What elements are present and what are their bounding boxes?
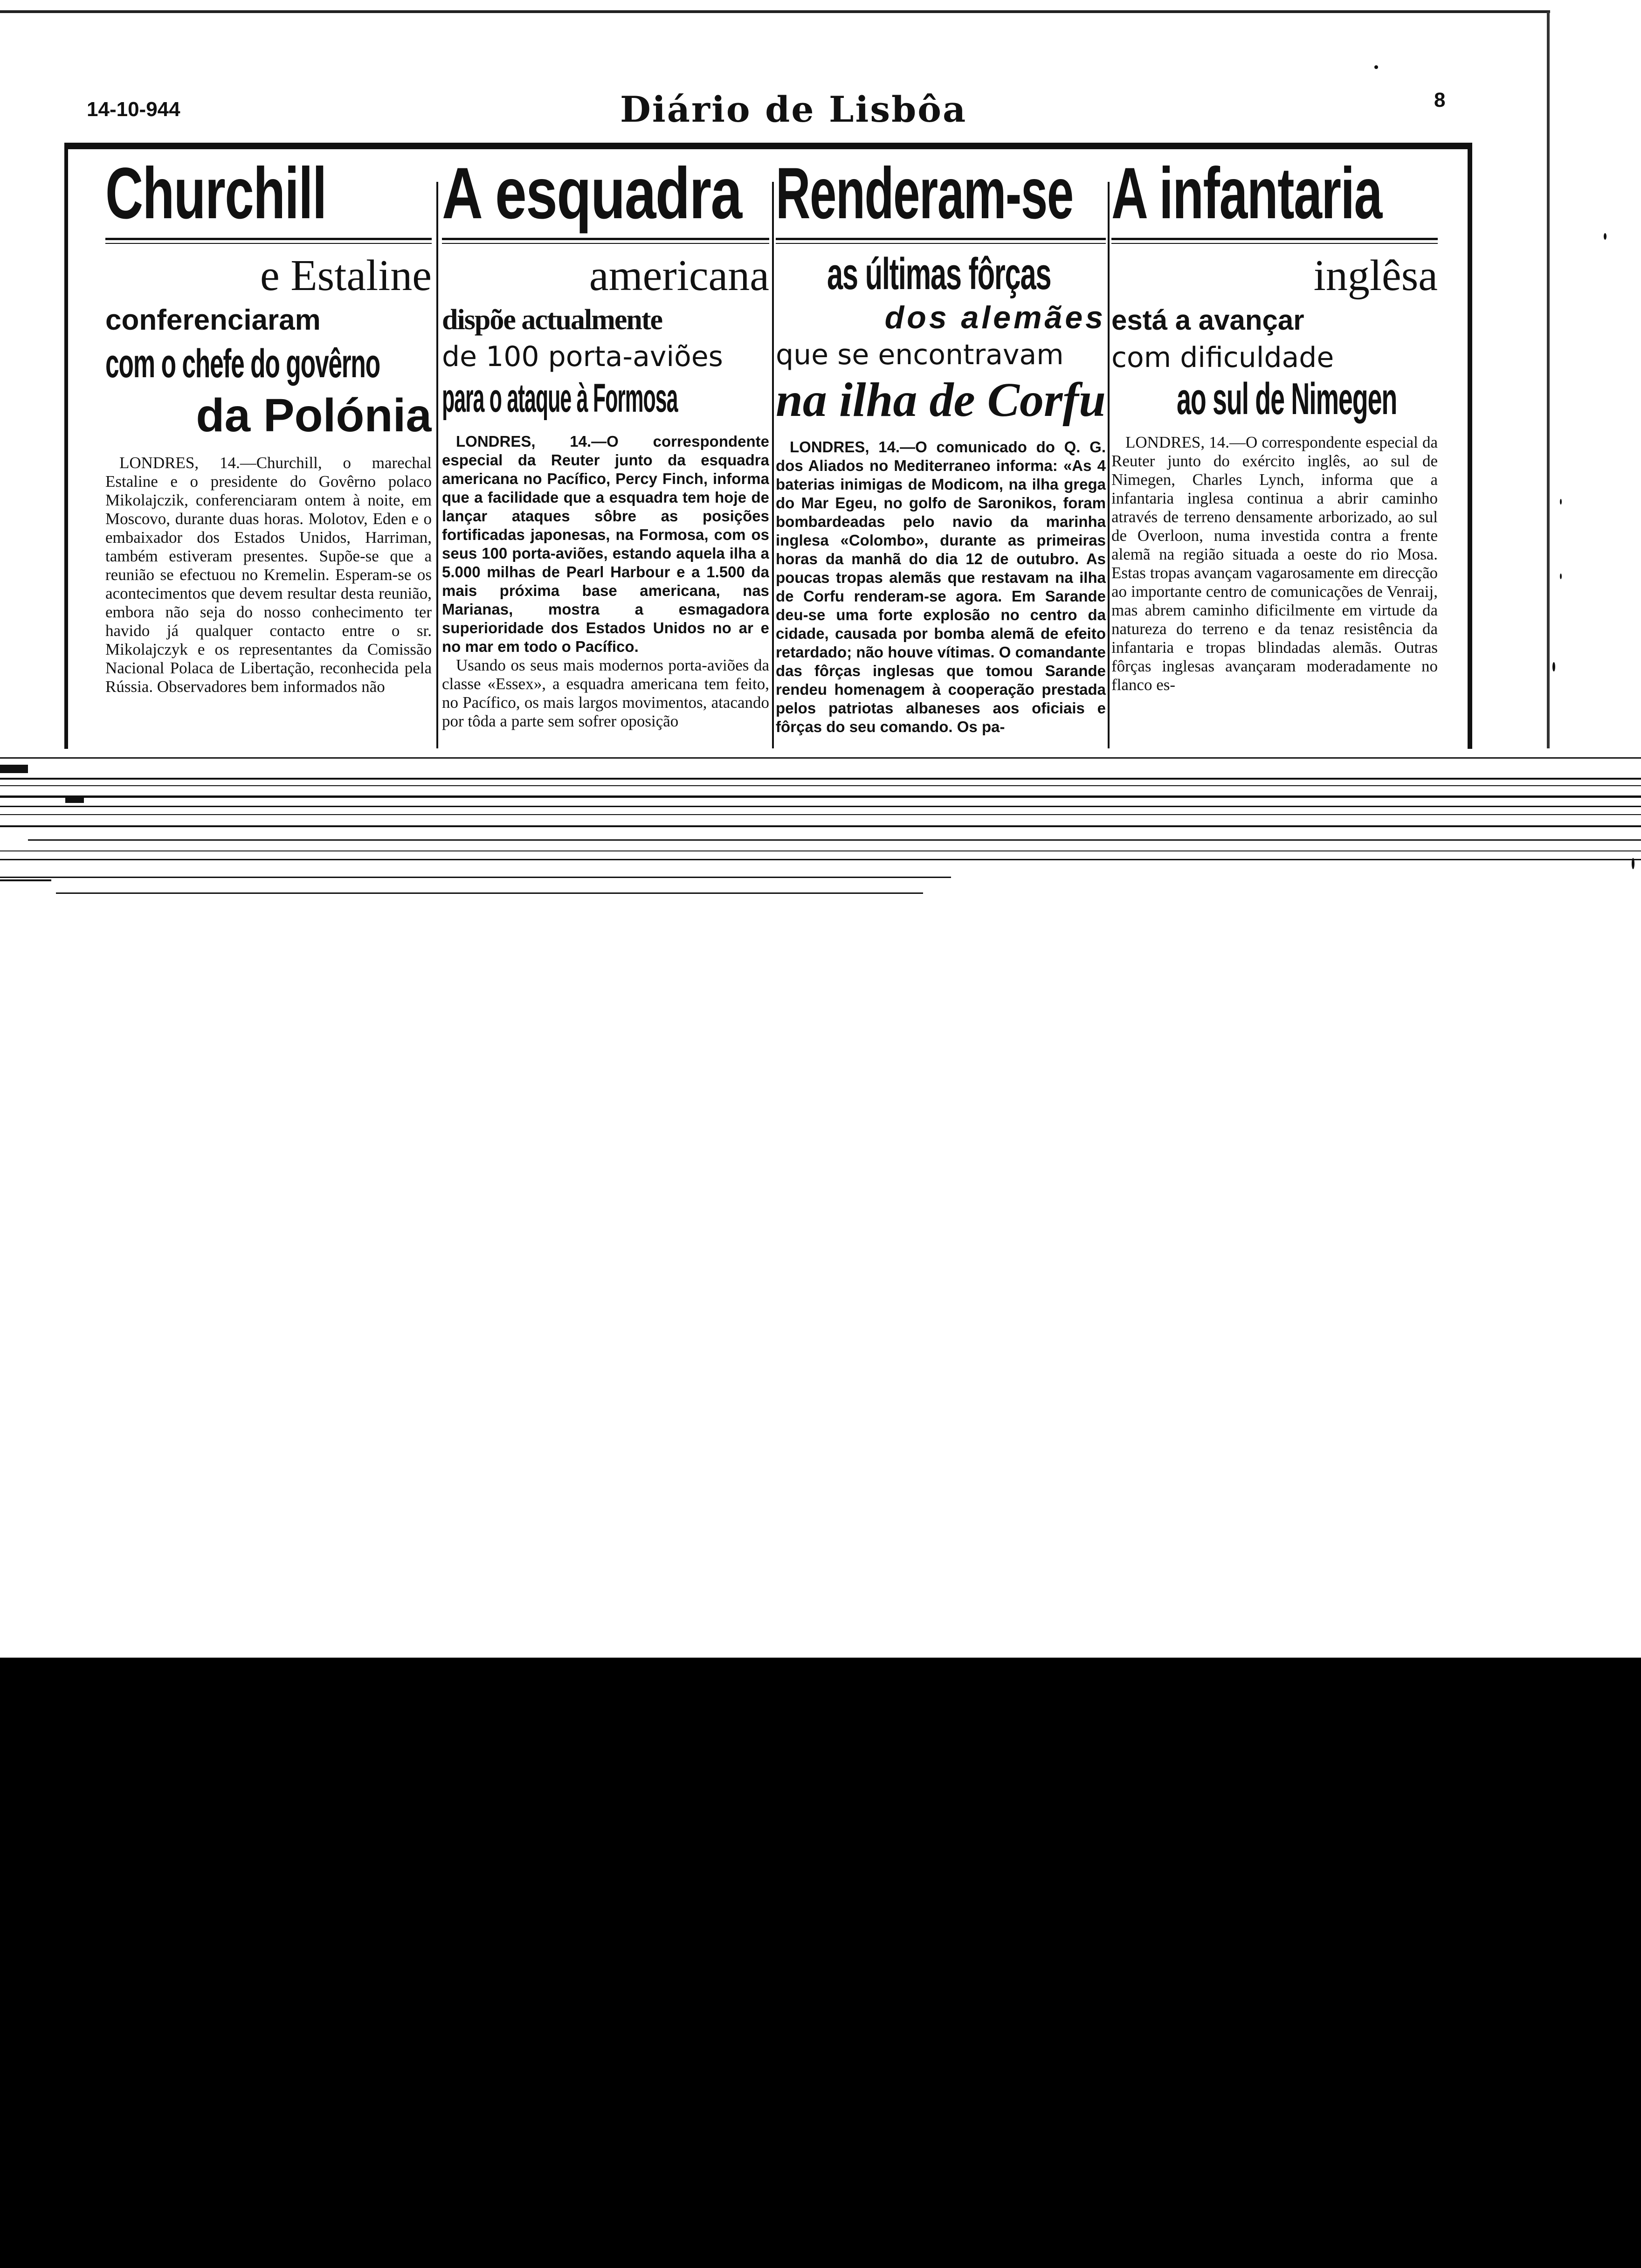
article-subhead: conferenciaram [105,304,321,336]
scan-line [0,806,1641,807]
scan-speck [1560,574,1562,579]
article-subhead: para o ataque à Formosa [442,376,678,421]
column-rule [436,182,438,748]
scan-line [0,825,1641,827]
article-subhead: as últimas fôrças [827,249,1051,299]
scan-line [0,795,1641,798]
scan-speck [1560,499,1562,505]
article-subhead: americana [589,251,769,300]
article-paragraph: LONDRES, 14.—O correspondente especial da Reuter junto da esquadra americana no Pacífico, Percy Finch, informa que a facilidade que a esquadra tem hoje de lançar ataques sôbre as posições fortificadas japonesas, na Formosa, com os seus 100 porta-aviões, estando aquela ilha a 5.000 milhas de Pearl Harbour e a 1.500 da mais próxima base americana, nas Marianas, mostra a esmagadora superioridade dos Estados Unidos no ar e no mar em todo o Pacífico. [442,433,769,655]
article-subhead: e Estaline [260,251,432,300]
article-headline: Churchill [105,159,326,234]
page-edge-right [1547,12,1550,748]
article-subhead: da Polónia [196,389,432,442]
column-rule [1108,182,1110,748]
article-subhead: com o chefe do govêrno [105,341,380,386]
scan-distortion-band [0,751,1641,909]
headline-rule-thin [1111,243,1438,244]
article-paragraph: LONDRES, 14.—Churchill, o marechal Estaline e o presidente do Govêrno polaco Mikolajczik, conferenciaram ontem à noite, em Moscovo, durante duas horas. Molotov, Eden e o embaixador dos Estados Unidos, Harriman, também estiveram presentes. Supõe-se que a reunião se efectuou no Kremelin. Esperam-se os acontecimentos que devem resultar desta reunião, embora não seja do nosso conhecimento ter havido já qualquer contacto entre o sr. Mikolajczyk e os representantes da Comissão Nacional Polaca de Libertação, reconhecida pela Rússia. Observadores bem informados não [105,454,432,696]
headline-rule-thin [105,243,432,244]
scan-line [65,797,84,803]
article-subhead: inglêsa [1313,251,1438,300]
article-body [1111,433,1438,694]
scan-line [0,850,1641,851]
article-paragraph: LONDRES, 14.—O comunicado do Q. G. dos Aliados no Mediterraneo informa: «As 4 baterias inimigas de Modicom, na ilha grega do Mar Egeu, no golfo de Saronikos, foram bombardeadas pelo navio da marinha inglesa «Colombo», durante as primeiras horas da manhã do dia 12 de outubro. As poucas tropas alemãs que restavam na ilha de Corfu renderam-se agora. Em Sarande deu-se uma forte explosão no centro da cidade, causada por bomba alemã de efeito retardado; não houve vítimas. O comandante das fôrças inglesas que tomou Sarande rendeu homenagem à cooperação prestada pelos patriotas albaneses aos oficiais e fôrças do seu comando. Os pa- [776,438,1106,735]
headline-rule [442,238,769,240]
headline-rule [1111,238,1438,240]
scan-speck [1552,662,1555,671]
issue-date: 14-10-944 [87,98,180,121]
article-headline: A esquadra [442,159,742,234]
article-paragraph: LONDRES, 14.—O correspondente especial da Reuter junto do exército inglês, ao sul de Nimegen, Charles Lynch, informa que a infantaria inglesa continua a abrir caminho através de terreno densamente arborizado, ao sul de Overloon, numa investida contra a frente alemã na região situada a oeste do rio Mosa. Estas tropas avançam vagarosamente em direcção ao importante centro de comunicações de Venraij, mas abrem caminho dificilmente em virtude da natureza do terreno e da tenaz resistência da infantaria e tropas blindadas alemãs. Outras fôrças inglesas avançaram moderadamente no flanco es- [1111,433,1438,694]
article-infantaria [1111,159,1438,748]
scan-line [56,892,923,894]
article-esquadra [442,159,769,748]
scan-line [0,859,1641,860]
article-subhead: na ilha de Corfu [776,373,1106,427]
scan-speck [1374,65,1378,69]
article-headline: A infantaria [1111,159,1382,234]
headline-rule-thin [776,243,1106,244]
scan-line [0,877,951,878]
blank-scan-area [0,1658,1641,2268]
article-body [776,438,1106,736]
scan-line [0,785,1641,786]
article-subhead: que se encontravam [776,339,1064,371]
scan-line [0,879,51,881]
article-body [105,454,432,696]
scan-speck [1632,858,1634,869]
article-subhead: de 100 porta-aviões [442,340,723,373]
article-corfu [776,159,1106,748]
masthead-rule [65,143,1471,149]
headline-rule [105,238,432,240]
article-body [442,432,769,731]
article-paragraph: Usando os seus mais modernos porta-aviões da classe «Essex», a esquadra americana tem feito, no Pacífico, os mais largos movimentos, atacando por tôda a parte sem sofrer oposição [442,656,769,730]
scan-line [0,765,28,773]
scan-line [0,814,1641,815]
scan-line [28,839,1641,841]
frame-right [1468,143,1472,749]
page-edge-top [0,10,1550,13]
article-subhead: dispõe actualmente [442,304,662,336]
article-churchill [105,159,432,748]
headline-rule-thin [442,243,769,244]
article-subhead: ao sul de Nimegen [1177,374,1397,424]
article-subhead: dos alemães [884,300,1106,335]
column-rule [772,182,774,748]
article-subhead: com dificuldade [1111,341,1334,374]
headline-rule [776,238,1106,240]
article-headline: Renderam-se [776,159,1073,234]
article-subhead: está a avançar [1111,304,1304,336]
page-number: 8 [1434,89,1446,111]
newspaper-title: Diário de Lisbôa [620,89,967,130]
scan-line [0,757,1641,759]
frame-left [64,143,68,749]
scan-line [0,778,1641,780]
scan-speck [1604,233,1607,240]
